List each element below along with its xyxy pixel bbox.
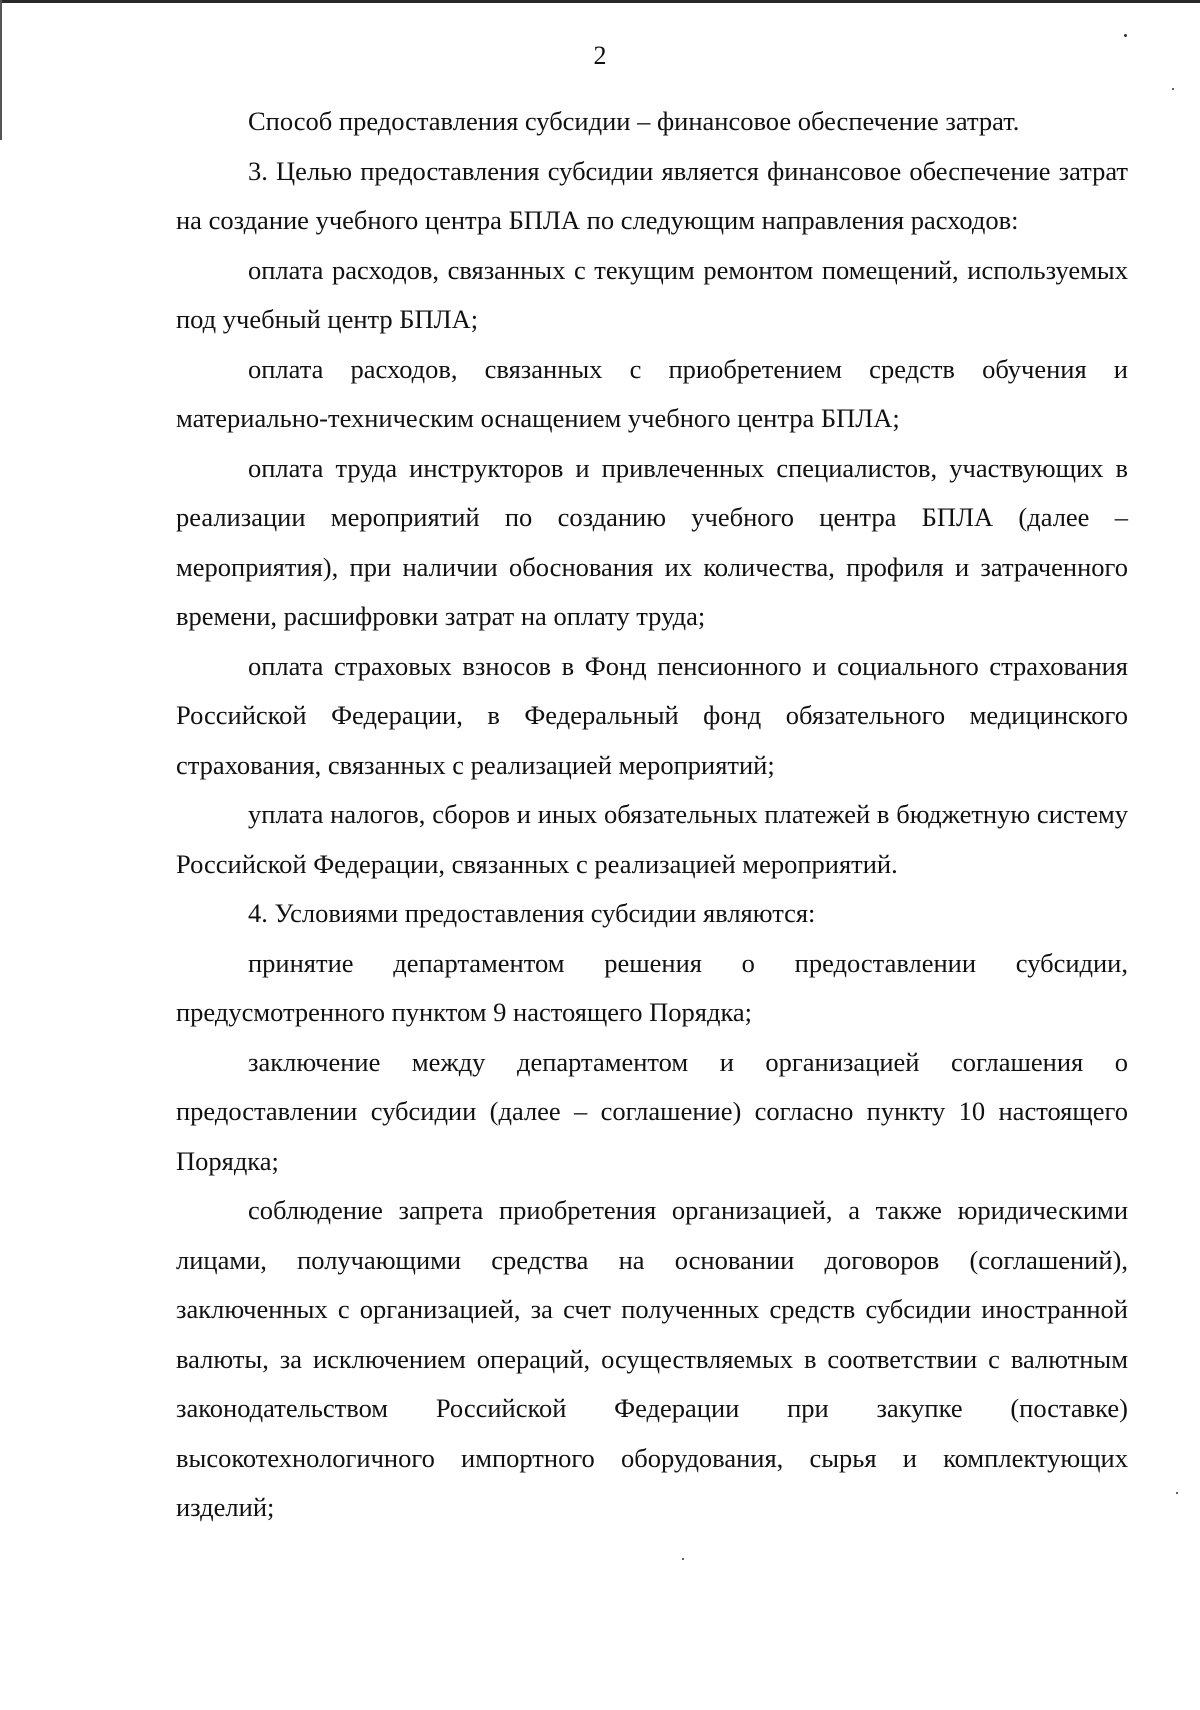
paragraph-subsidy-method: Способ предоставления субсидии – финансовое обеспечение затрат. [248, 106, 1020, 136]
page-number: 2 [593, 41, 607, 70]
paragraph-4-conditions: 4. Условиями предоставления субсидии являются: [248, 898, 816, 928]
paragraph-currency-ban: соблюдение запрета приобретения организацией, а также юридическими лицами, получающими средства на основании договоров (соглашений), заключенных с организацией, за счет полученных средств субсидии иностранной валюты, за исключением операций, осуществляемых в соответствии с валютным законодательством Российской Федерации при закупке (поставке) высокотехнологичного импортного оборудования, сырья и комплектующих изделий; [176, 1195, 1128, 1522]
paragraph-3-goal: 3. Целью предоставления субсидии является финансовое обеспечение затрат на создание учебного центра БПЛА по следующим направления расходов: [176, 155, 1128, 235]
paragraph-insurance-contributions: оплата страховых взносов в Фонд пенсионного и социального страхования Российской Федерации, в Федеральный фонд обязательного медицинского страхования, связанных с реализацией мероприятий; [176, 650, 1128, 780]
paragraph-agreement: заключение между департаментом и организацией соглашения о предоставлении субсидии (далее – соглашение) согласно пункту 10 настоящего Порядка; [176, 1046, 1128, 1176]
scan-speck [1172, 88, 1174, 90]
scan-speck [1176, 1492, 1178, 1494]
paragraph-decision: принятие департаментом решения о предоставлении субсидии, предусмотренного пунктом 9 настоящего Порядка; [176, 947, 1128, 1027]
document-body [176, 97, 1128, 1533]
scan-speck [1124, 34, 1127, 37]
paragraph-repair-costs: оплата расходов, связанных с текущим ремонтом помещений, используемых под учебный центр БПЛА; [176, 254, 1128, 334]
scan-speck [682, 1558, 684, 1560]
paragraph-labor-costs: оплата труда инструкторов и привлеченных специалистов, участвующих в реализации мероприятий по созданию учебного центра БПЛА (далее – мероприятия), при наличии обоснования их количества, профиля и затраченного времени, расшифровки затрат на оплату труда; [176, 452, 1128, 631]
scan-top-edge [0, 0, 1200, 3]
paragraph-equipment-costs: оплата расходов, связанных с приобретением средств обучения и материально-техническим оснащением учебного центра БПЛА; [176, 353, 1128, 433]
paragraph-taxes: уплата налогов, сборов и иных обязательных платежей в бюджетную систему Российской Федерации, связанных с реализацией мероприятий. [176, 799, 1128, 879]
